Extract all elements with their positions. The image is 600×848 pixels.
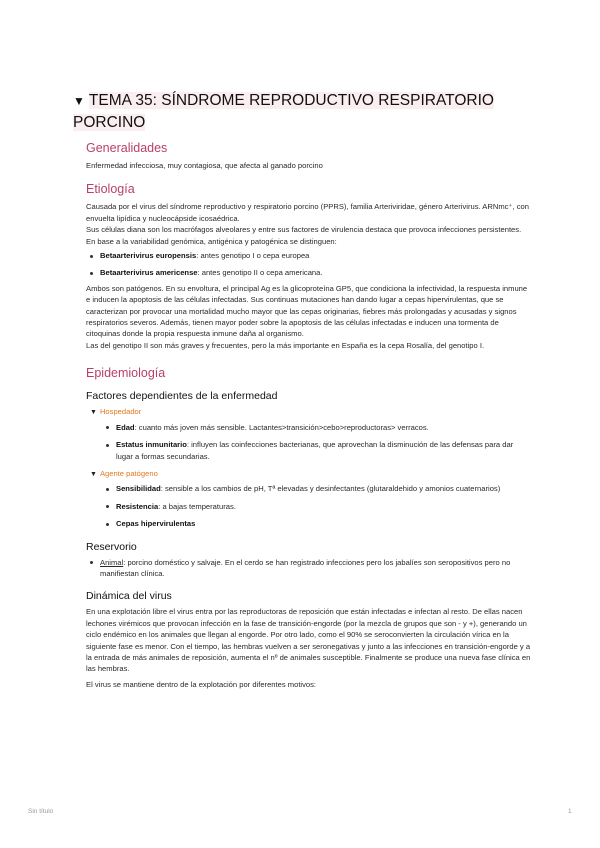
etiologia-paragraph-3: Ambos son patógenos. En su envoltura, el principal Ag es la glicoproteína GP5, que condiciona la infectividad, la respuesta inmune e inducen la apoptosis de las células infectadas. Sus continuas mutaciones han dando lugar a cepas hipervirulentas, que se caracterizan por provocar una mortalidad mucho mayor que las cepas originarias, fiebres más prolongadas y acusadas y signos respiratorios severos. Además, tienen mayor poder sobre la apoptosis de las células infectadas e inducen una tormenta de citoquinas donde la propia respuesta inmune daña al organismo. [86, 283, 528, 339]
etiologia-paragraph-2: Sus células diana son los macrófagos alveolares y entre sus factores de virulencia destaca que provoca infecciones persistentes. En base a la variabilidad genómica, antigénica y patogénica se distinguen: [86, 225, 522, 246]
toggle-arrow-icon: ▼ [90, 409, 97, 417]
heading-generalidades: Generalidades [86, 141, 168, 155]
document-body [86, 140, 532, 690]
animal-link[interactable]: Animal [100, 557, 124, 567]
title-line-2: PORCINO [73, 114, 146, 131]
heading-dinamica: Dinámica del virus [86, 590, 172, 603]
agente-list [86, 483, 532, 529]
dinamica-paragraph-1: En una explotación libre el virus entra por las reproductoras de reposición que están infectadas e infectan al resto. De ellas nacen lechones virémicos que provocan infección en la fase de transición-engorde (por la mezcla de grupos que son - y +), generando un ciclo endémico en los animales que llegan al engorde. Por otro lado, como el 90% se seroconvierten la circulación vírica en la siguiente fase es menor. Con el tiempo, las hembras vuelven a ser seronegativas y junto a las infecciones en transición-engorde y a la entrada de más animales de reposición, aumenta el nº de animales susceptible. Finalmente se produce una nueva fase clínica en las hembras. [86, 607, 531, 674]
hospedador-list [86, 422, 532, 462]
toggle-arrow-icon: ▼ [90, 470, 97, 478]
list-item: Betaarterivirus americense: antes genotipo II o cepa americana. [86, 267, 532, 278]
list-item: Estatus inmunitario: influyen las coinfecciones bacterianas, que aprovechan la disminución de las defensas para dar lugar a formas secundarias. [102, 439, 532, 462]
etiologia-paragraph-1: Causada por el virus del síndrome reproductivo y respiratorio porcino (PPRS), familia Arteriviridae, género Arterivirus. ARNmc⁺, con envuelta lipídica y nucleocápside icosaédrica. [86, 202, 529, 223]
toggle-hospedador[interactable]: ▼ Hospedador [90, 407, 142, 417]
list-item: Resistencia: a bajas temperaturas. [102, 501, 532, 512]
list-item: Sensibilidad: sensible a los cambios de pH, Tª elevadas y desinfectantes (glutaraldehido y amonios cuaternarios) [102, 483, 532, 494]
heading-etiologia: Etiología [86, 182, 135, 197]
list-item: Cepas hipervirulentas [102, 518, 532, 529]
reservorio-list [86, 557, 532, 580]
dinamica-paragraph-2: El virus se mantiene dentro de la explotación por diferentes motivos: [86, 679, 317, 689]
footer-document-name: Sin título [28, 808, 54, 815]
heading-epidemiologia: Epidemiología [86, 366, 166, 381]
collapse-triangle-icon[interactable]: ▼ [73, 94, 85, 108]
toggle-agente-patogeno[interactable]: ▼ Agente patógeno [90, 468, 158, 478]
etiologia-paragraph-4: Las del genotipo II son más graves y frecuentes, pero la más importante en España es la cepa Rosalía, del genotipo I. [86, 340, 485, 350]
title-line-1: TEMA 35: SÍNDROME REPRODUCTIVO RESPIRATORIO [88, 92, 494, 109]
list-item: Edad: cuanto más joven más sensible. Lactantes>transición>cebo>reproductoras> verracos. [102, 422, 532, 433]
generalidades-text: Enfermedad infecciosa, muy contagiosa, que afecta al ganado porcino [86, 161, 323, 170]
list-item: Animal: porcino doméstico y salvaje. En el cerdo se han registrado infecciones pero los jabalíes son seropositivos pero no manifiestan clínica. [86, 557, 532, 580]
list-item: Betaarterivirus europensis: antes genotipo I o cepa europea [86, 250, 532, 261]
page-title [73, 90, 503, 133]
genotype-list [86, 250, 532, 279]
heading-reservorio: Reservorio [86, 540, 137, 553]
heading-factores: Factores dependientes de la enfermedad [86, 390, 278, 403]
footer-page-number: 1 [568, 808, 572, 815]
